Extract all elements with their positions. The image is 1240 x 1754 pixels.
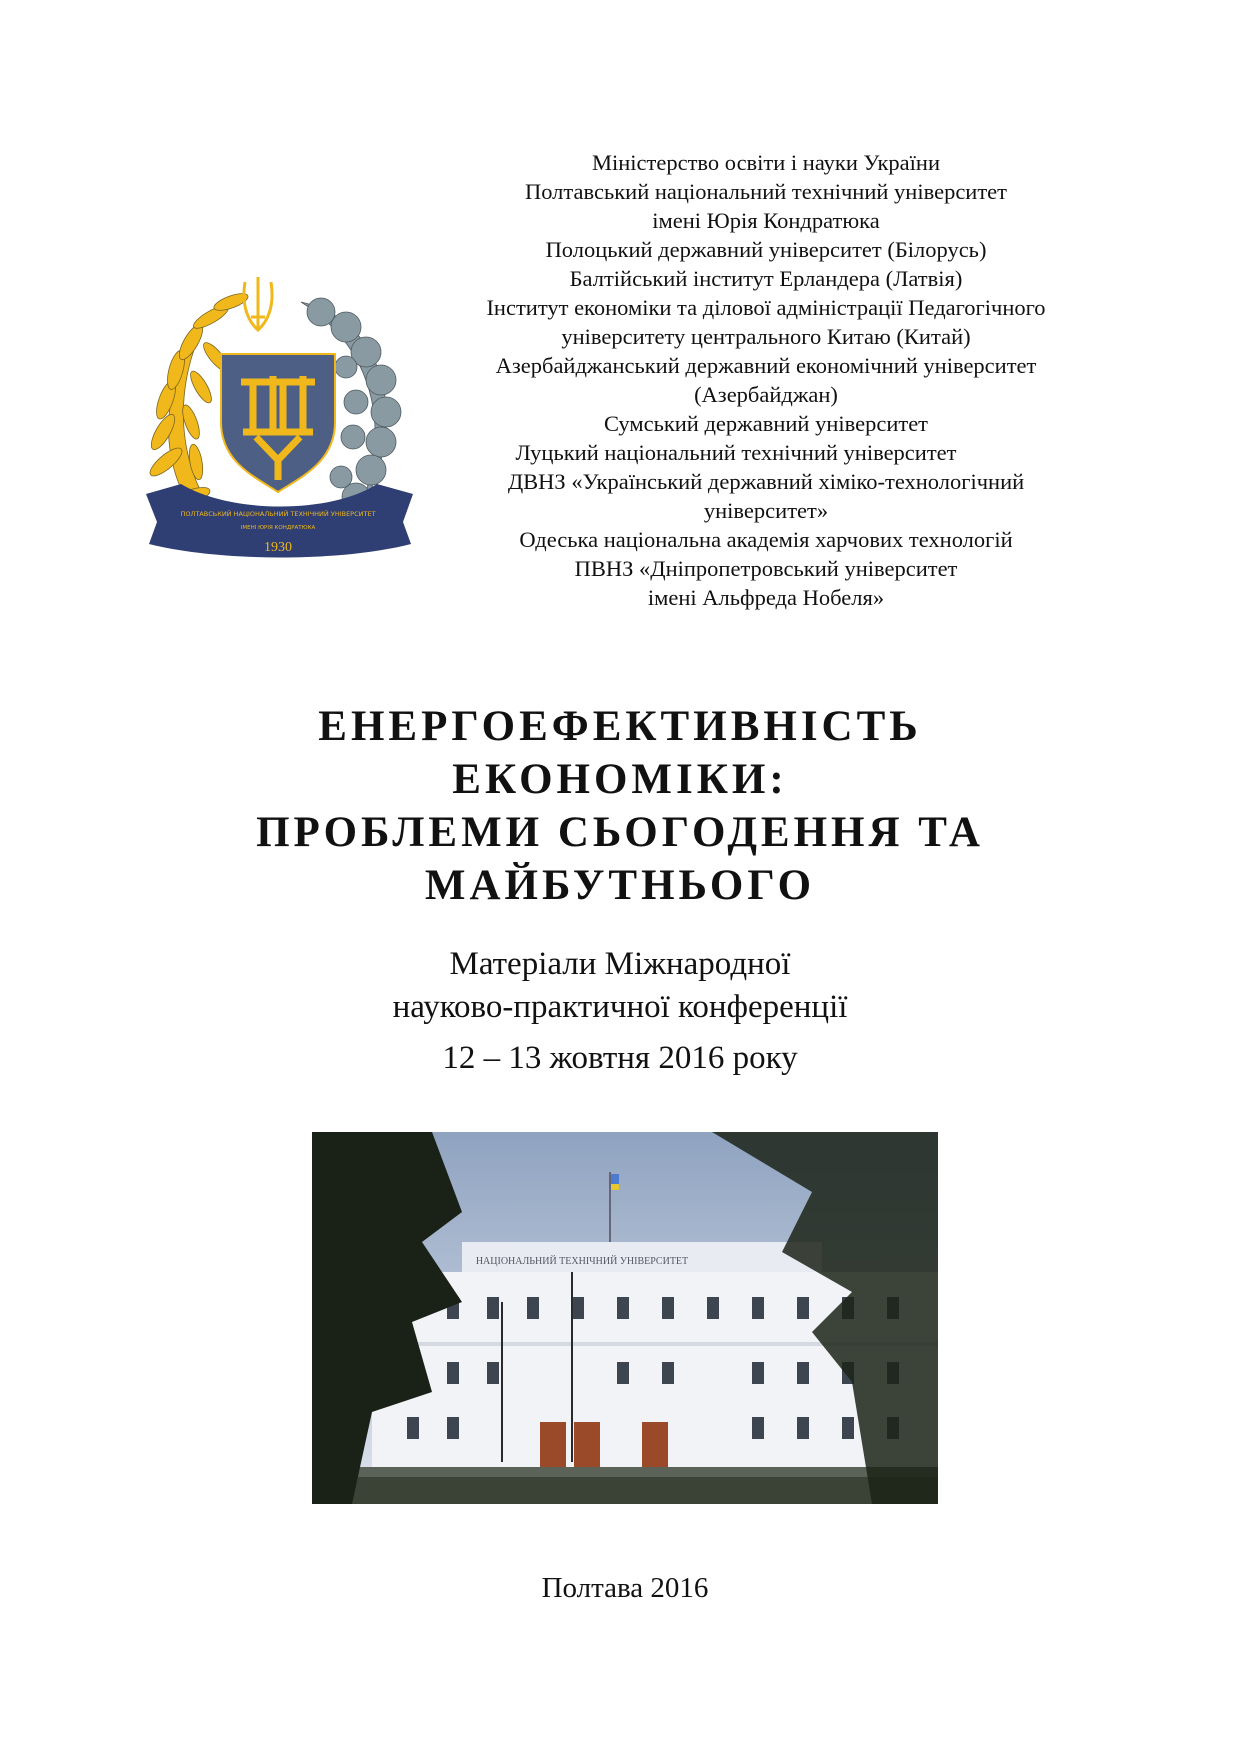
university-building-photo	[312, 1132, 938, 1504]
organization-line: Луцький національний технічний університет	[515, 440, 957, 465]
university-emblem-logo	[141, 272, 417, 562]
trident-icon	[244, 277, 272, 330]
title-line: ЕНЕРГОЕФЕКТИВНІСТЬ	[318, 703, 922, 750]
organization-line: імені Альфреда Нобеля»	[647, 585, 885, 610]
conference-date: 12 – 13 жовтня 2016 року	[442, 1040, 798, 1076]
subtitle-line: Матеріали Міжнародної	[449, 946, 791, 982]
organization-line: університету центрального Китаю (Китай)	[561, 324, 971, 349]
organization-line: (Азербайджан)	[694, 382, 838, 407]
ribbon-year: 1930	[264, 540, 292, 555]
publication-place-year: Полтава 2016	[541, 1572, 709, 1604]
organization-line: ПВНЗ «Дніпропетровський університет	[574, 556, 958, 581]
organization-line: Полоцький державний університет (Білорусь)	[545, 237, 987, 262]
organization-line: університет»	[703, 498, 829, 523]
organization-line: Полтавський національний технічний університет	[524, 179, 1007, 204]
building-sign: НАЦІОНАЛЬНИЙ ТЕХНІЧНИЙ УНІВЕРСИТЕТ	[475, 1256, 689, 1267]
organization-line: імені Юрія Кондратюка	[652, 208, 880, 233]
ribbon-text-left: ПОЛТАВСЬКИЙ НАЦІОНАЛЬНИЙ ТЕХНІЧНИЙ УНІВЕРСИТЕТ	[180, 510, 376, 518]
organizations-list	[440, 148, 1092, 612]
organization-line: Одеська національна академія харчових технологій	[519, 527, 1013, 552]
organization-line: Азербайджанський державний економічний університет	[495, 353, 1037, 378]
organization-line: Сумський державний університет	[603, 411, 929, 436]
organization-line: Міністерство освіти і науки України	[591, 150, 940, 175]
document-subtitle	[0, 943, 1240, 1029]
organization-line: Інститут економіки та ділової адміністрації Педагогічного	[486, 295, 1046, 320]
ribbon-text-inner: ІМЕНІ ЮРІЯ КОНДРАТЮКА	[240, 525, 316, 531]
document-title	[0, 700, 1240, 912]
organization-line: ДВНЗ «Український державний хіміко-технологічний	[507, 469, 1025, 494]
title-line: МАЙБУТНЬОГО	[424, 862, 816, 909]
organization-line: Балтійський інститут Ерландера (Латвія)	[569, 266, 963, 291]
title-line: ПРОБЛЕМИ СЬОГОДЕННЯ ТА	[256, 809, 984, 856]
title-line: ЕКОНОМІКИ:	[452, 756, 788, 803]
subtitle-line: науково-практичної конференції	[392, 989, 848, 1025]
ribbon-banner	[146, 484, 413, 558]
